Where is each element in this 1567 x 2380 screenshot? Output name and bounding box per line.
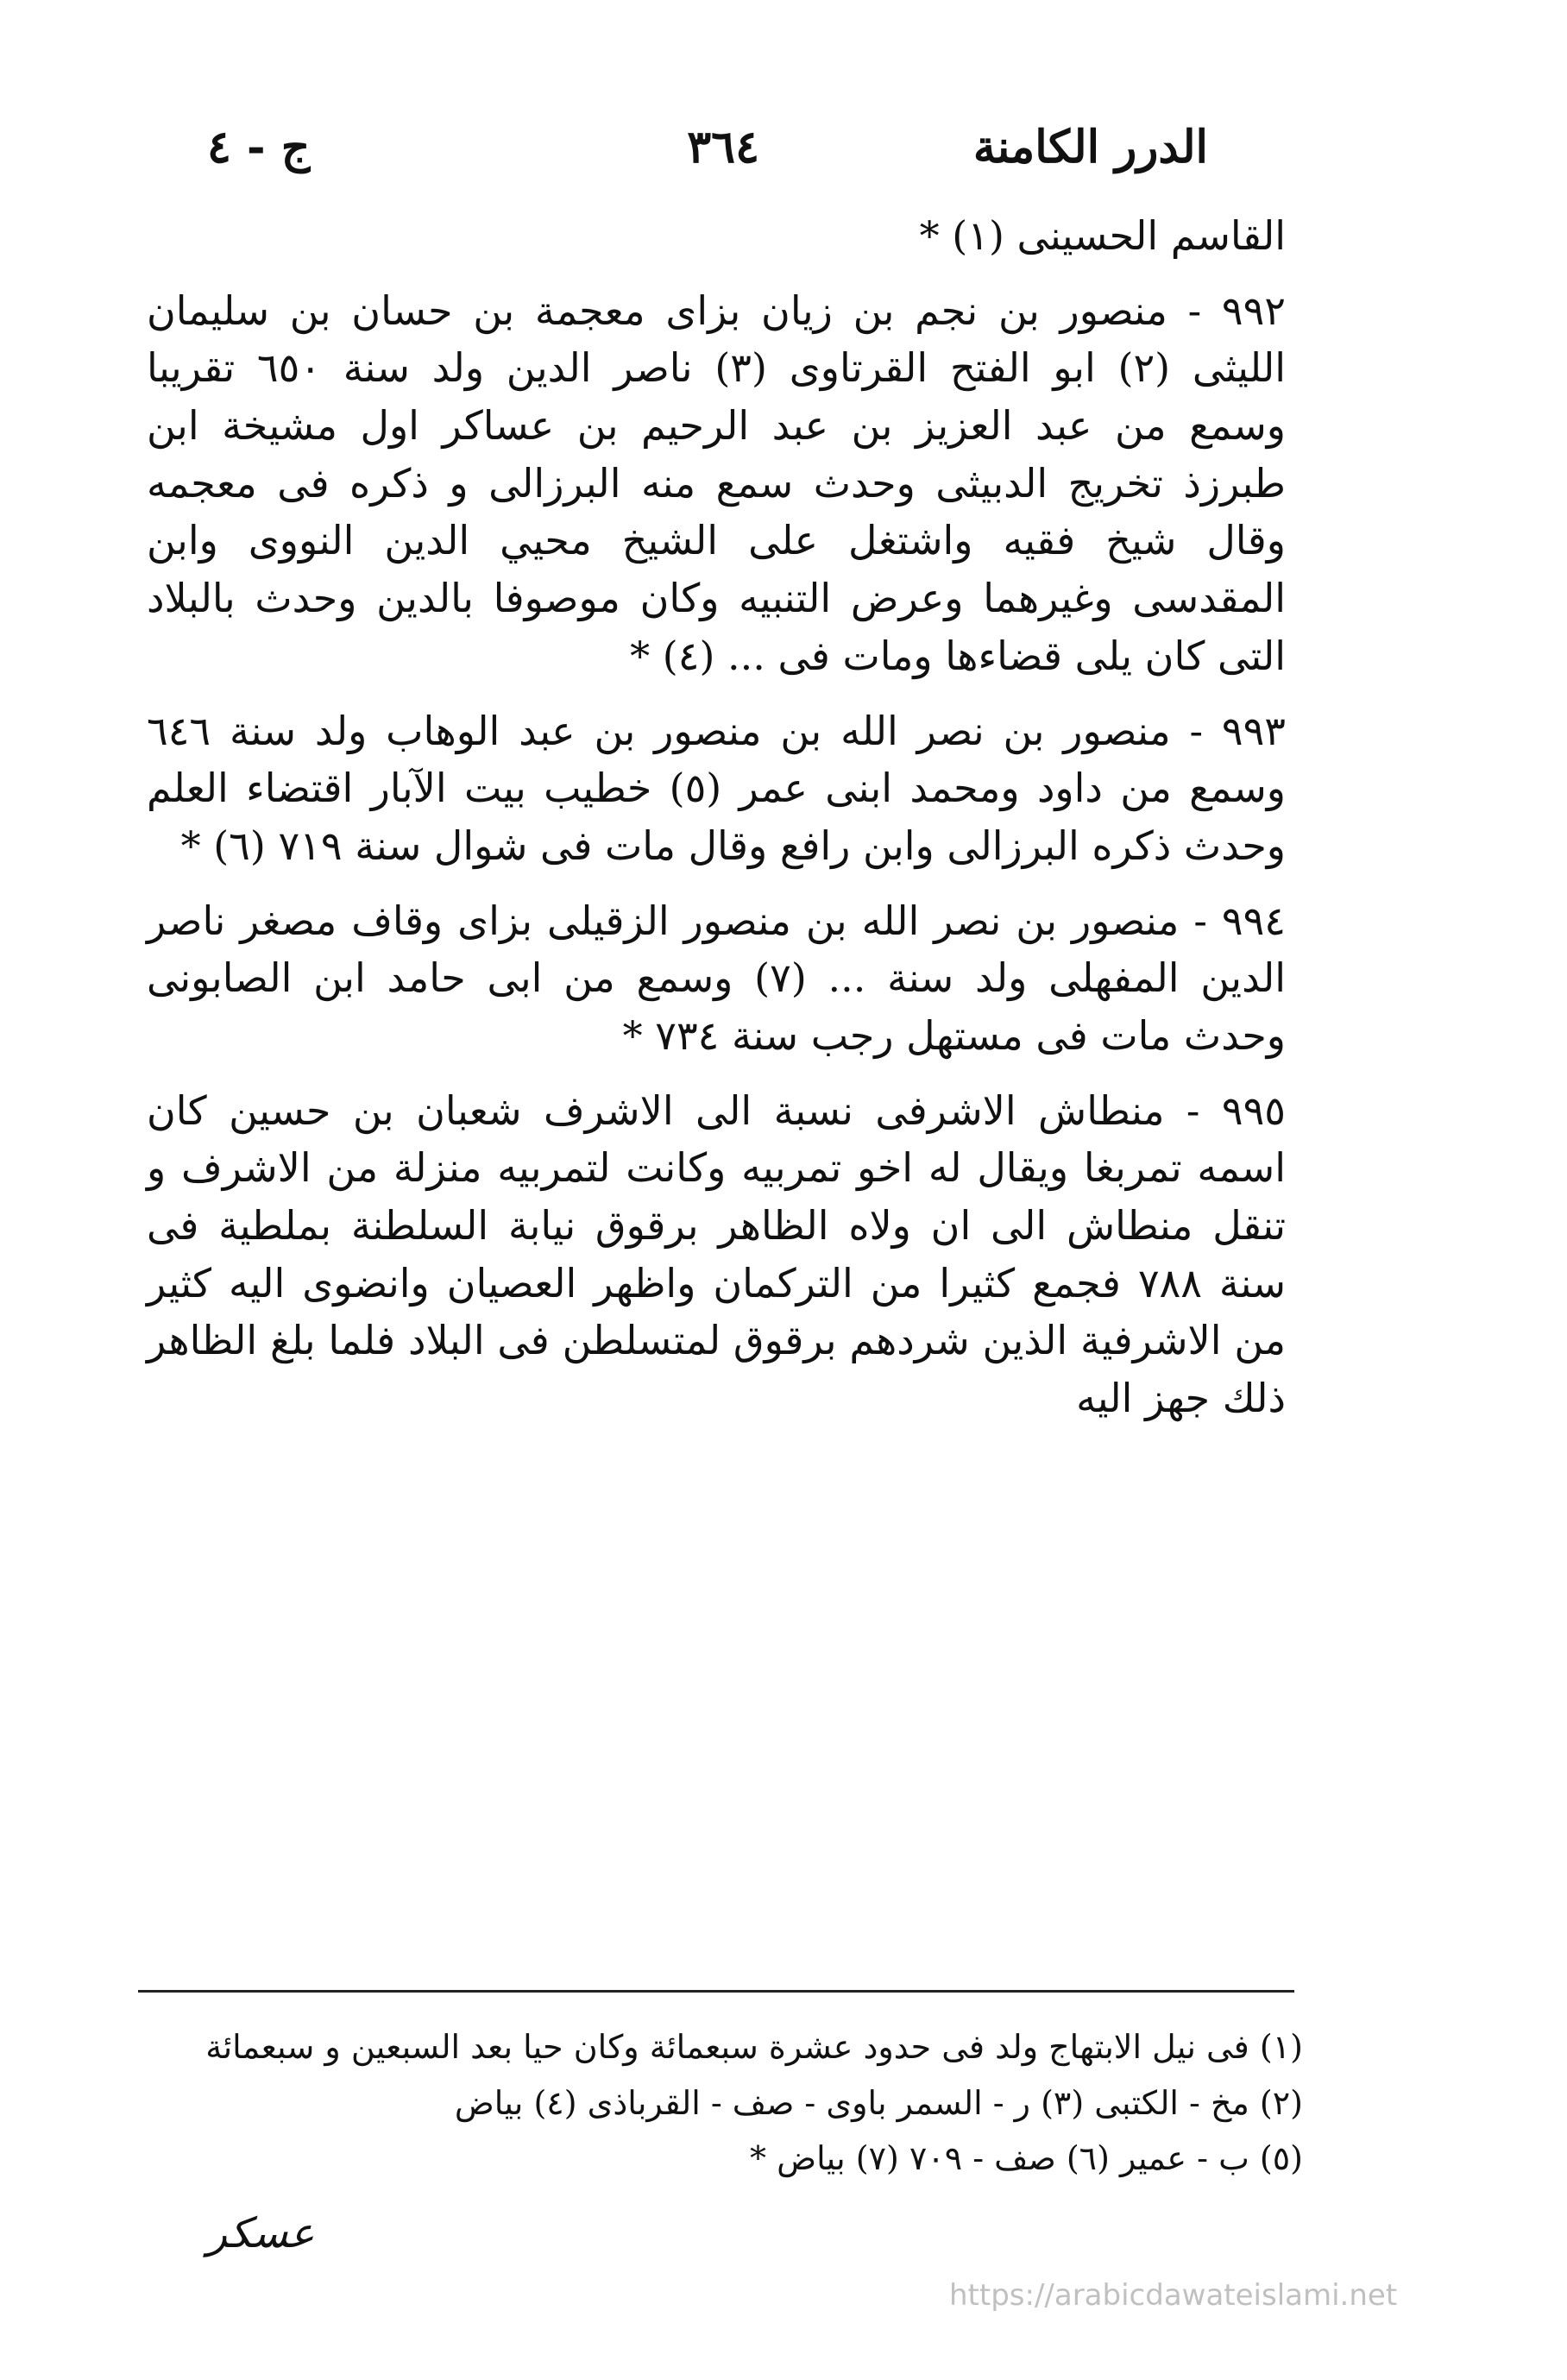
site-watermark: https://arabicdawateislami.net — [949, 2278, 1398, 2313]
footnote-line: (٥) ب - عمير (٦) صف - ٧٠٩ (٧) بياض * — [750, 2139, 1303, 2178]
handwritten-signature: عسكر — [207, 2209, 315, 2257]
entry-995: ٩٩٥ - منطاش الاشرفى نسبة الى الاشرف شعبان بن حسين كان اسمه تمربغا ويقال له اخو تمربيه وكانت لتمربيه منزلة من الاشرف و تنقل منطاش الى ان ولاه الظاهر برقوق نيابة السلطنة بملطية فى سنة ٧٨٨ فجمع كثيرا من التركمان واظهر العصيان وانضوى اليه كثير من الاشرفية الذين شردهم برقوق لمتسلطن فى البلاد فلما بلغ الظاهر ذلك جهز اليه — [147, 1086, 1287, 1422]
footnote-line: (١) فى نيل الابتهاج ولد فى حدود عشرة سبعمائة وكان حيا بعد السبعين و سبعمائة — [205, 2028, 1303, 2066]
entry-994: ٩٩٤ - منصور بن نصر الله بن منصور الزقيلى بزاى وقاف مصغر ناصر الدين المفهلى ولد سنة ... (٧) وسمع من ابى حامد ابن الصابونى وحدث مات فى مستهل رجب سنة ٧٣٤ * — [147, 897, 1287, 1059]
footnote-divider — [138, 1990, 1294, 1993]
entry-continuation: القاسم الحسينى (١) * — [919, 212, 1286, 259]
entry-992: ٩٩٢ - منصور بن نجم بن زيان بزاى معجمة بن حسان بن سليمان الليثى (٢) ابو الفتح القرتاوى (٣) ناصر الدين ولد سنة ٦٥٠ تقريبا وسمع من عبد العزيز بن عبد الرحيم بن عساكر اول مشيخة ابن طبرزذ تخريج الدبيثى وحدث سمع منه البرزالى و ذكره فى معجمه وقال شيخ فقيه واشتغل على الشيخ محيي الدين النووى وابن المقدسى وغيرهما وعرض التنبيه وكان موصوفا بالدين وحدث بالبلاد التى كان يلى قضاءها ومات فى ... (٤) * — [147, 286, 1286, 679]
page-header — [207, 121, 1208, 190]
volume-label: ج - ٤ — [207, 121, 311, 173]
footnote-line: (٢) مخ - الكتبى (٣) ر - السمر باوى - صف - القرباذى (٤) بياض — [454, 2083, 1303, 2122]
book-title: الدرر الكامنة — [972, 121, 1208, 173]
page-number: ٣٦٤ — [687, 121, 759, 173]
main-text — [147, 207, 1286, 1916]
entry-993: ٩٩٣ - منصور بن نصر الله بن منصور بن عبد الوهاب ولد سنة ٦٤٦ وسمع من داود ومحمد ابنى عمر (٥) خطيب بيت الآبار اقتضاء العلم وحدث ذكره البرزالى وابن رافع وقال مات فى شوال سنة ٧١٩ (٦) * — [147, 707, 1286, 869]
